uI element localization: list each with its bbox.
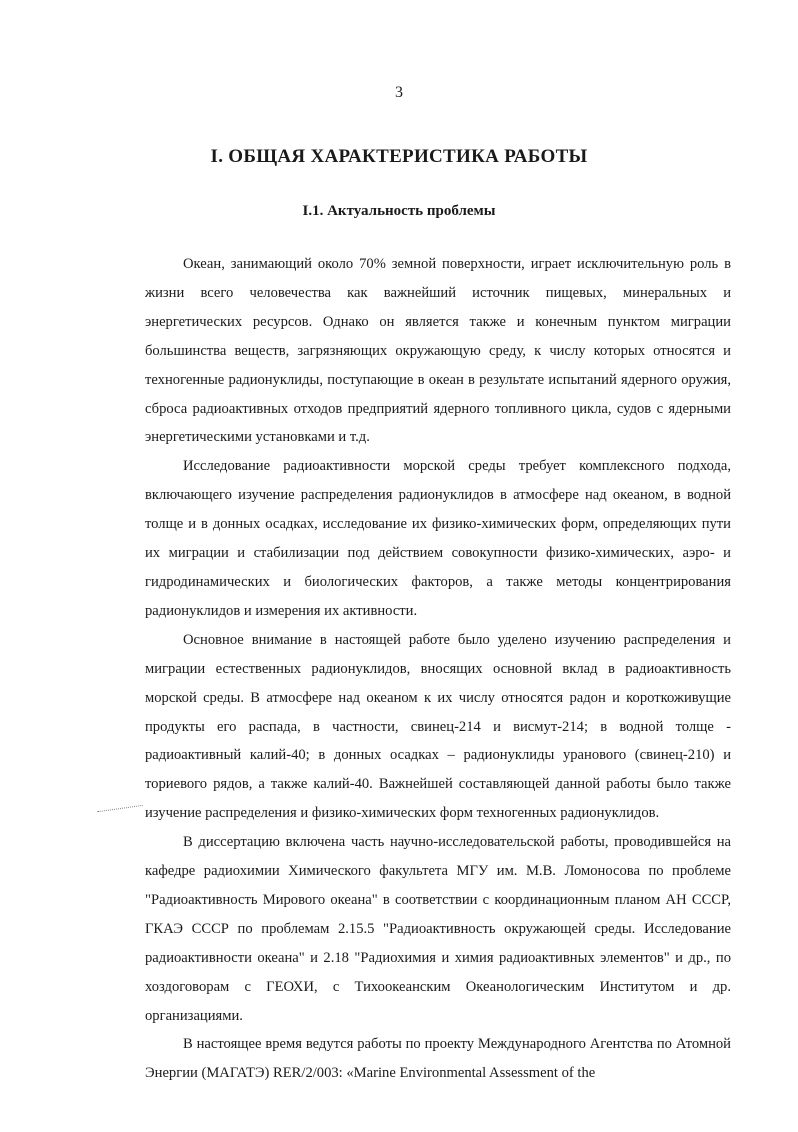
scan-artifact [97,805,145,826]
paragraph-2: Исследование радиоактивности морской среды требует комплексного подхода, включающего изучение распределения радионуклидов в атмосфере над океаном, в водной толще и в донных осадках, исследование их физико-химических форм, определяющих пути их миграции и стабилизации под действием совокупности физико-химических, аэро- и гидродинамических и биологических факторов, а также методы концентрирования радионуклидов и измерения их активности. [145,458,731,619]
chapter-title: I. ОБЩАЯ ХАРАКТЕРИСТИКА РАБОТЫ [210,146,588,167]
page-number: 3 [395,84,403,101]
paragraph-3: Основное внимание в настоящей работе было уделено изучению распределения и миграции естественных радионуклидов, вносящих основной вклад в радиоактивность морской среды. В атмосфере над океаном к их числу относятся радон и короткоживущие продукты его распада, в частности, свинец-214 и висмут-214; в водной толще - радиоактивный калий-40; в донных осадках – радионуклиды уранового (свинец-210) и ториевого рядов, а также калий-40. Важнейшей составляющей данной работы было также изучение распределения и физико-химических форм техногенных радионуклидов. [145,631,731,822]
paragraph-4: В диссертацию включена часть научно-исследовательской работы, проводившейся на кафедре радиохимии Химического факультета МГУ им. М.В. Ломоносова по проблеме "Радиоактивность Мирового океана" в соответствии с координационным планом АН СССР, ГКАЭ СССР по проблемам 2.15.5 "Радиоактивность окружающей среды. Исследование радиоактивности океана" и 2.18 "Радиохимия и химия радиоактивных элементов" и др., по хоздоговорам с ГЕОХИ, с Тихоокеанским Океанологическим Институтом и др. организациями. [145,834,731,1024]
paragraph-1: Океан, занимающий около 70% земной поверхности, играет исключительную роль в жизни всего человечества как важнейший источник пищевых, минеральных и энергетических ресурсов. Однако он является также и конечным пунктом миграции большинства веществ, загрязняющих окружающую среду, к числу которых относятся и техногенные радионуклиды, поступающие в океан в результате испытаний ядерного оружия, сброса радиоактивных отходов предприятий ядерного топливного цикла, судов с ядерными энергетическими установками и т.д. [145,256,731,446]
body-text [145,250,731,1088]
section-title: I.1. Актуальность проблемы [302,203,496,219]
paragraph-5: В настоящее время ведутся работы по проекту Международного Агентства по Атомной Энергии (МАГАТЭ) RER/2/003: «Marine Environmental Assessment of the [145,1036,731,1082]
